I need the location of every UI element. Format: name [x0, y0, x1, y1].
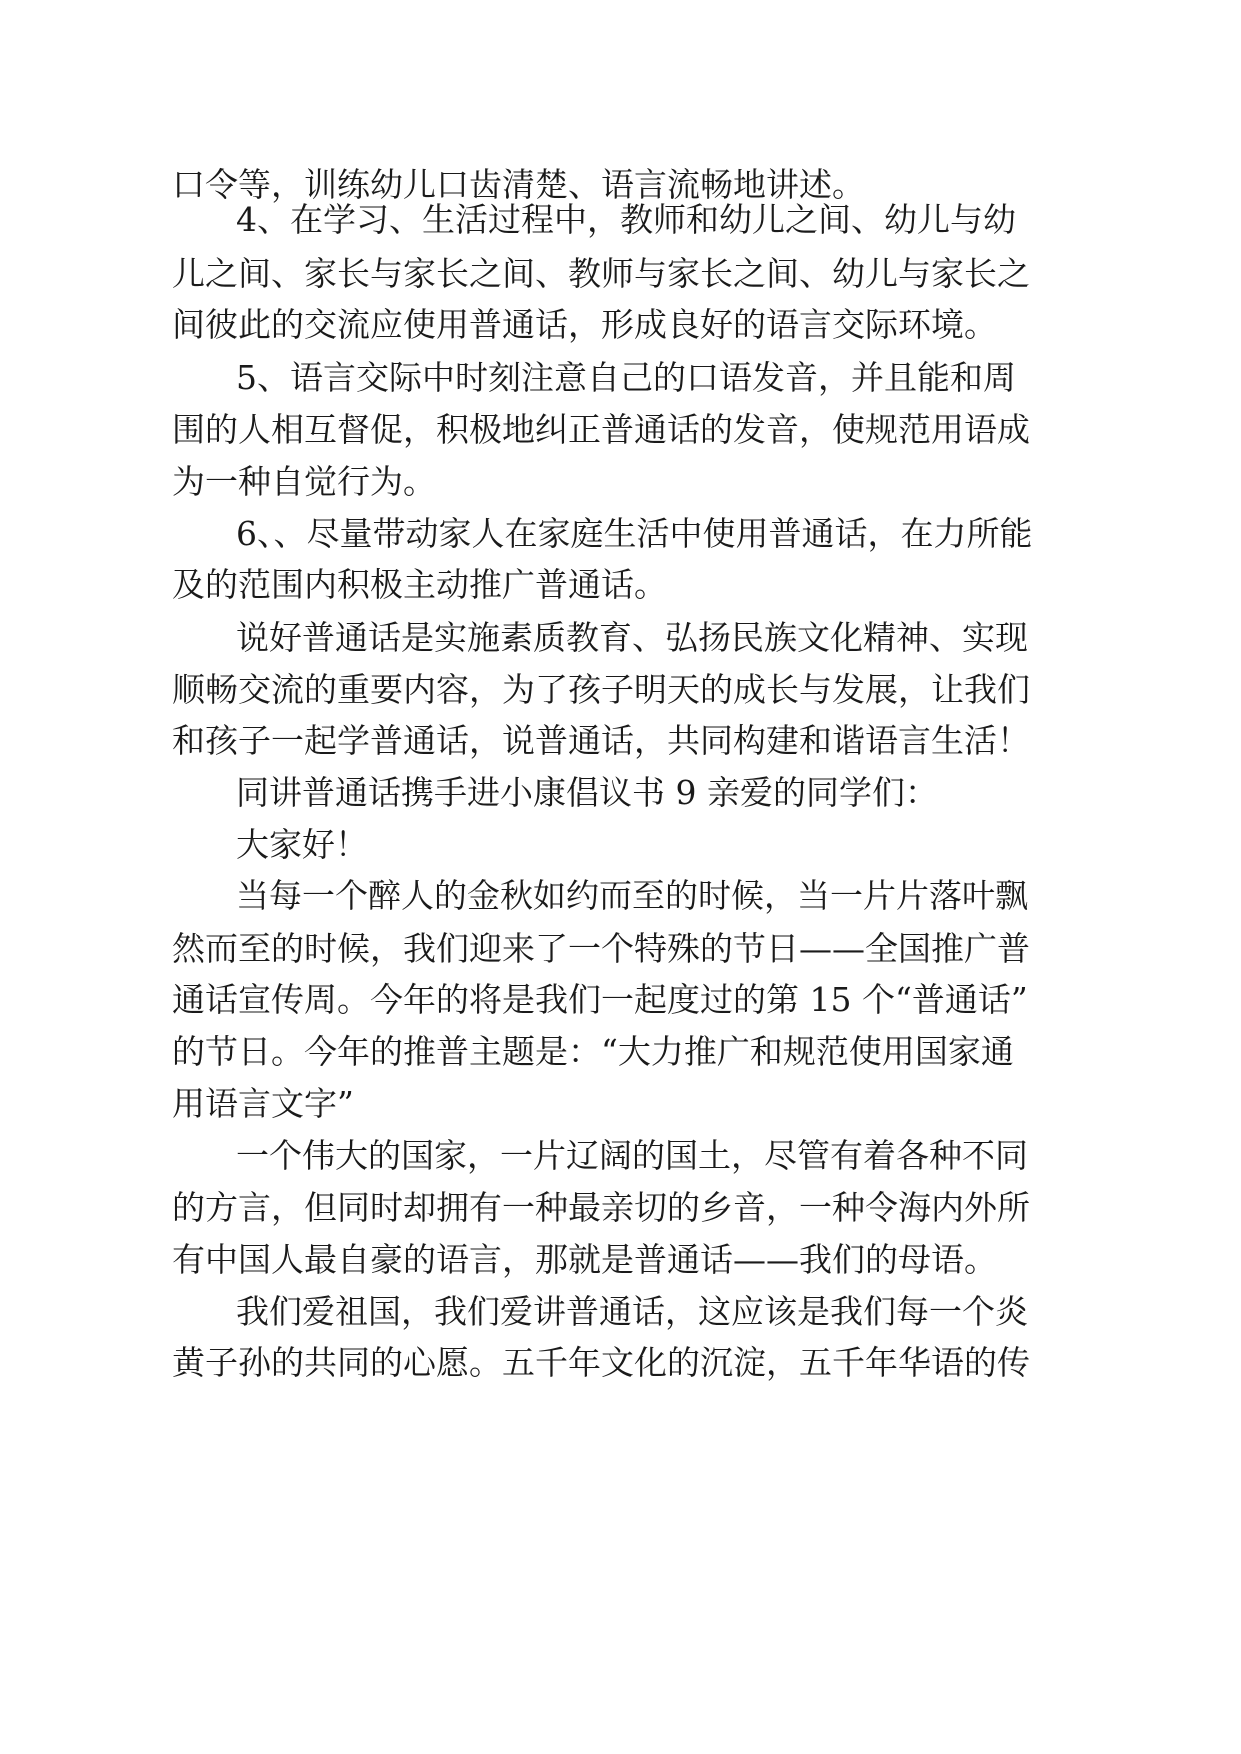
line-text: 通话宣传周。今年的将是我们一起度过的第 15 个“普通话”	[172, 980, 1028, 1019]
line-text: 说好普通话是实施素质教育、弘扬民族文化精神、实现	[236, 618, 1028, 657]
line-text: 6、、尽量带动家人在家庭生活中使用普通话，在力所能	[236, 514, 1033, 553]
text-line	[0, 565, 1241, 605]
line-text: 黄子孙的共同的心愿。五千年文化的沉淀，五千年华语的传	[172, 1343, 1030, 1382]
text-line	[0, 305, 1241, 345]
text-line	[0, 254, 1241, 294]
line-text: 间彼此的交流应使用普通话，形成良好的语言交际环境。	[172, 305, 997, 344]
text-line	[0, 410, 1241, 450]
text-line	[0, 1084, 1241, 1124]
line-text: 儿之间、家长与家长之间、教师与家长之间、幼儿与家长之	[172, 254, 1030, 293]
line-text: 有中国人最自豪的语言，那就是普通话——我们的母语。	[172, 1240, 997, 1279]
line-text: 同讲普通话携手进小康倡议书 9 亲爱的同学们：	[236, 773, 938, 812]
line-text: 4、在学习、生活过程中，教师和幼儿之间、幼儿与幼	[236, 200, 1016, 239]
text-line	[0, 670, 1241, 710]
text-line	[0, 1292, 1241, 1332]
line-text: 顺畅交流的重要内容，为了孩子明天的成长与发展，让我们	[172, 670, 1030, 709]
line-text: 的节日。今年的推普主题是：“大力推广和规范使用国家通	[172, 1032, 1014, 1071]
text-line	[0, 165, 1241, 205]
line-text: 的方言，但同时却拥有一种最亲切的乡音，一种令海内外所	[172, 1188, 1030, 1227]
text-line	[0, 1343, 1241, 1383]
text-line	[0, 1032, 1241, 1072]
text-line	[0, 773, 1241, 813]
line-text: 当每一个醉人的金秋如约而至的时候，当一片片落叶飘	[236, 876, 1028, 915]
line-text: 用语言文字”	[172, 1084, 354, 1123]
line-text: 大家好！	[236, 825, 368, 864]
text-line	[0, 514, 1241, 554]
line-text: 5、语言交际中时刻注意自己的口语发音，并且能和周	[236, 358, 1016, 397]
text-line	[0, 462, 1241, 502]
line-text: 围的人相互督促，积极地纠正普通话的发音，使规范用语成	[172, 410, 1030, 449]
line-text: 口令等，训练幼儿口齿清楚、语言流畅地讲述。	[172, 165, 865, 204]
line-text: 为一种自觉行为。	[172, 462, 436, 501]
text-line	[0, 1136, 1241, 1176]
text-line	[0, 1188, 1241, 1228]
text-line	[0, 618, 1241, 658]
text-line	[0, 876, 1241, 916]
line-text: 然而至的时候，我们迎来了一个特殊的节日——全国推广普	[172, 929, 1030, 968]
line-text: 及的范围内积极主动推广普通话。	[172, 565, 667, 604]
text-line	[0, 980, 1241, 1020]
text-line	[0, 358, 1241, 398]
line-text: 和孩子一起学普通话，说普通话，共同构建和谐语言生活！	[172, 721, 1030, 760]
text-line	[0, 1240, 1241, 1280]
line-text: 我们爱祖国，我们爱讲普通话，这应该是我们每一个炎	[236, 1292, 1028, 1331]
text-line	[0, 200, 1241, 240]
text-line	[0, 721, 1241, 761]
text-line	[0, 825, 1241, 865]
text-line	[0, 929, 1241, 969]
line-text: 一个伟大的国家，一片辽阔的国土，尽管有着各种不同	[236, 1136, 1028, 1175]
